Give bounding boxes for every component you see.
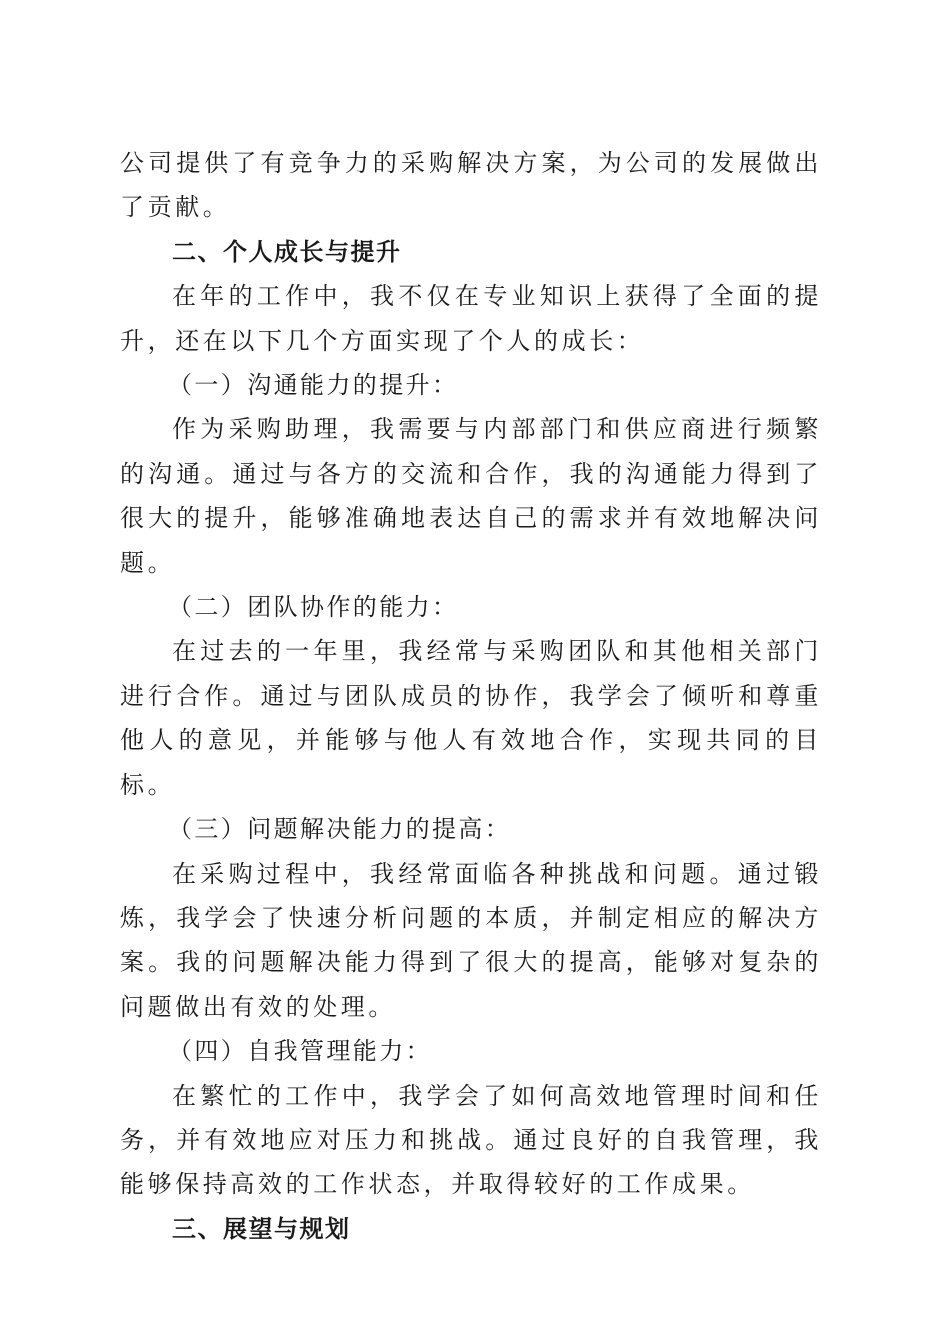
subheading-teamwork: （二）团队协作的能力： xyxy=(168,593,459,622)
document-body xyxy=(120,141,822,1251)
personal-growth-intro-paragraph: 在年的工作中，我不仅在专业知识上获得了全面的提升，还在以下几个方面实现了个人的成长： xyxy=(120,282,822,355)
subheading-communication: （一）沟通能力的提升： xyxy=(168,371,459,400)
subheading-self-management: （四）自我管理能力： xyxy=(168,1037,432,1066)
self-management-paragraph: 在繁忙的工作中，我学会了如何高效地管理时间和任务，并有效地应对压力和挑战。通过良好的自我管理，我能够保持高效的工作状态，并取得较好的工作成果。 xyxy=(120,1081,822,1199)
teamwork-paragraph: 在过去的一年里，我经常与采购团队和其他相关部门进行合作。通过与团队成员的协作，我学会了倾听和尊重他人的意见，并能够与他人有效地合作，实现共同的目标。 xyxy=(120,637,822,799)
problem-solving-paragraph: 在采购过程中，我经常面临各种挑战和问题。通过锻炼，我学会了快速分析问题的本质，并制定相应的解决方案。我的问题解决能力得到了很大的提高，能够对复杂的问题做出有效的处理。 xyxy=(120,859,822,1021)
section-heading-outlook: 三、展望与规划 xyxy=(172,1214,351,1243)
intro-continuation-paragraph: 公司提供了有竞争力的采购解决方案，为公司的发展做出了贡献。 xyxy=(120,149,822,222)
subheading-problem-solving: （三）问题解决能力的提高： xyxy=(168,815,512,844)
communication-paragraph: 作为采购助理，我需要与内部部门和供应商进行频繁的沟通。通过与各方的交流和合作，我的沟通能力得到了很大的提升，能够准确地表达自己的需求并有效地解决问题。 xyxy=(120,415,822,577)
section-heading-personal-growth: 二、个人成长与提升 xyxy=(172,237,402,266)
